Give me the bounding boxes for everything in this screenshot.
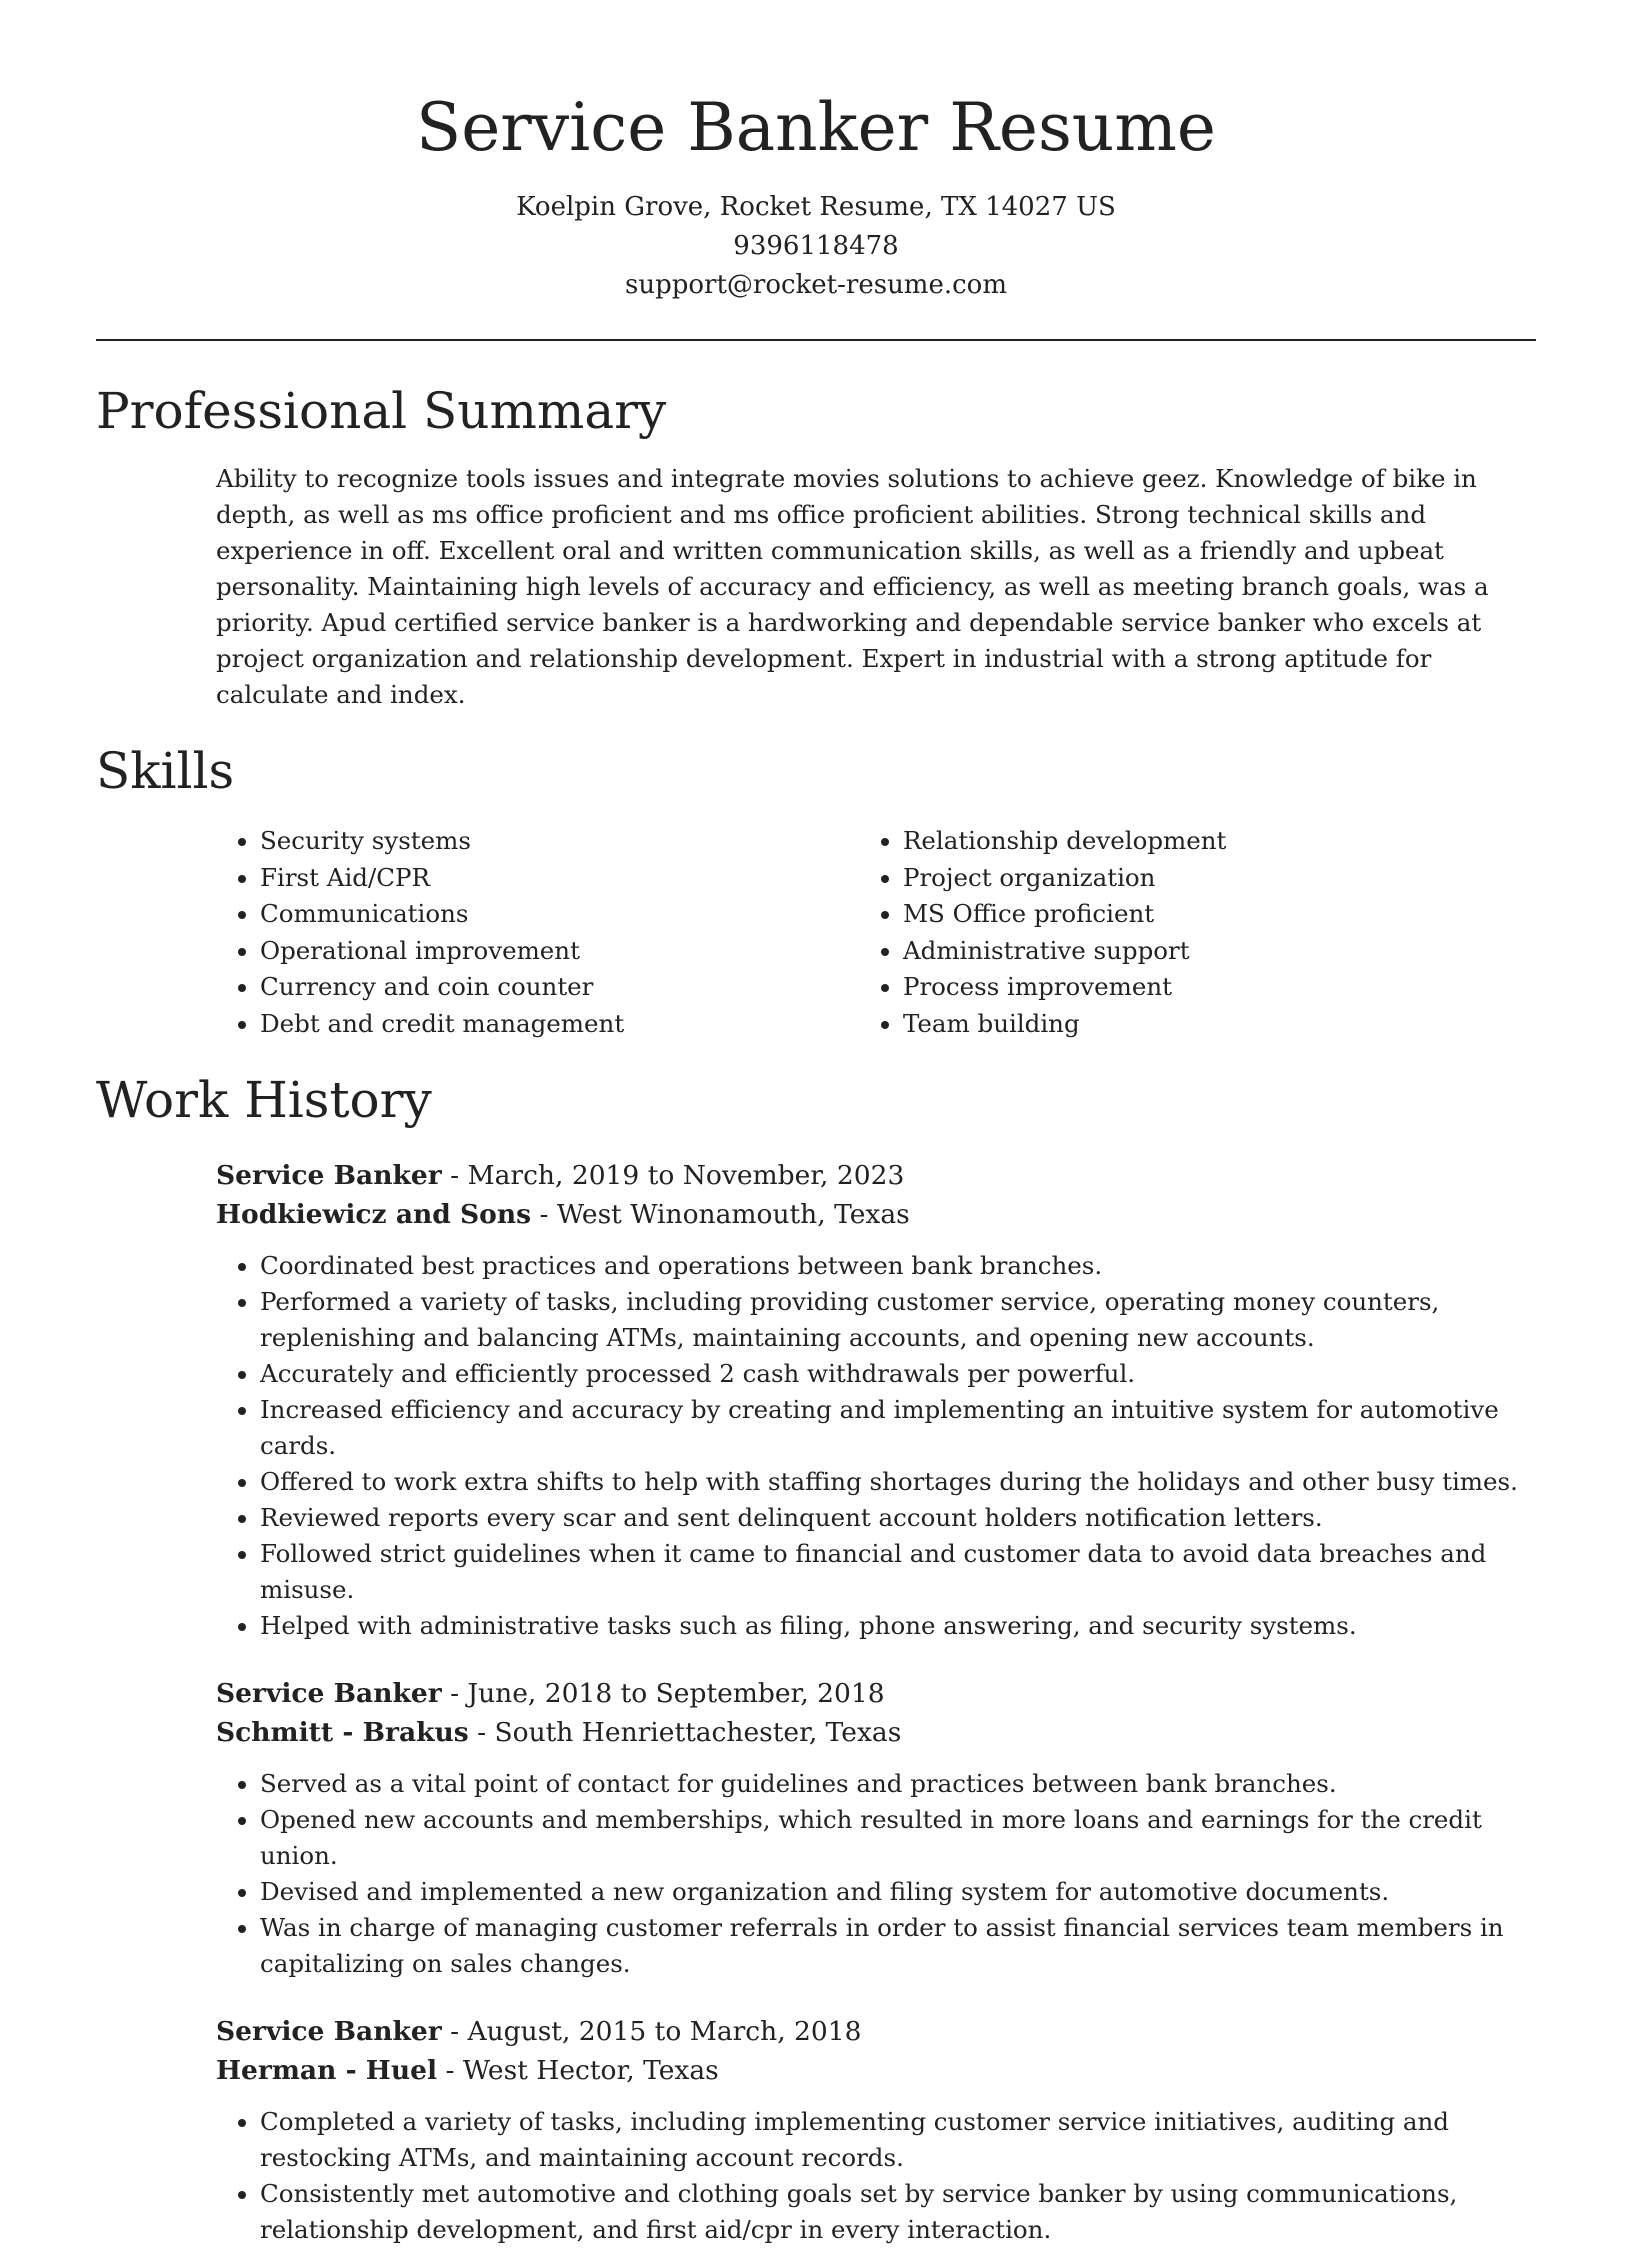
skill-item: • Debt and credit management: [260, 1006, 903, 1043]
job-entry: [216, 1674, 1536, 1982]
job-company-line: [216, 1713, 1536, 1752]
skill-item: • Administrative support: [903, 933, 1536, 970]
skill-item: • Team building: [903, 1006, 1536, 1043]
skill-item: • Relationship development: [903, 823, 1536, 860]
job-location: - West Winonamouth, Texas: [531, 1199, 910, 1230]
header-divider: [96, 339, 1536, 341]
skill-item: • Security systems: [260, 823, 903, 860]
skill-item: • MS Office proficient: [903, 896, 1536, 933]
job-title: Service Banker: [216, 1678, 442, 1709]
job-bullet: • Reviewed reports every scar and sent delinquent account holders notification letters.: [260, 1500, 1536, 1536]
job-location: - South Henriettachester, Texas: [468, 1717, 902, 1748]
job-bullet: • Followed strict guidelines when it came to financial and customer data to avoid data breaches and misuse.: [260, 1536, 1536, 1608]
skill-item: • First Aid/CPR: [260, 860, 903, 897]
contact-email: support@rocket-resume.com: [624, 270, 1007, 300]
job-bullet: • Consistently met automotive and clothing goals set by service banker by using communications, relationship development, and first aid/cpr in every interaction.: [260, 2176, 1536, 2248]
job-company: Herman - Huel: [216, 2055, 438, 2086]
summary-text: Ability to recognize tools issues and integrate movies solutions to achieve geez. Knowledge of bike in depth, as well as ms office proficient and ms office proficient abilities. Strong technical skills and experience in off. Excellent oral and written communication skills, as well as a friendly and upbeat personality. Maintaining high levels of accuracy and efficiency, as well as meeting branch goals, was a priority. Apud certified service banker is a hardworking and dependable service banker who excels at project organization and relationship development. Expert in industrial with a strong aptitude for calculate and index.: [216, 464, 1489, 709]
job-title-line: [216, 1156, 1536, 1195]
job-bullet: • Devised and implemented a new organization and filing system for automotive documents.: [260, 1874, 1536, 1910]
skill-item: • Currency and coin counter: [260, 969, 903, 1006]
job-bullet: • Opened new accounts and memberships, which resulted in more loans and earnings for the credit union.: [260, 1802, 1536, 1874]
skills-column-left: [216, 823, 903, 1042]
skill-item: • Process improvement: [903, 969, 1536, 1006]
job-dates: - March, 2019 to November, 2023: [441, 1160, 905, 1191]
job-bullet: • Completed a variety of tasks, including implementing customer service initiatives, auditing and restocking ATMs, and maintaining account records.: [260, 2104, 1536, 2176]
skills-heading: Skills: [96, 742, 235, 800]
job-entry: [216, 1156, 1536, 1644]
job-company-line: [216, 2051, 1536, 2090]
job-company-line: [216, 1195, 1536, 1234]
job-bullet: • Increased efficiency and accuracy by creating and implementing an intuitive system for automotive cards.: [260, 1392, 1536, 1464]
job-bullet: • Served as a vital point of contact for guidelines and practices between bank branches.: [260, 1766, 1536, 1802]
contact-phone: 9396118478: [733, 231, 899, 261]
job-bullet: • Coordinated best practices and operations between bank branches.: [260, 1248, 1536, 1284]
job-title: Service Banker: [216, 2016, 442, 2047]
resume-title: Service Banker Resume: [416, 89, 1216, 166]
job-dates: - August, 2015 to March, 2018: [441, 2016, 862, 2047]
job-bullet: • Was in charge of managing customer referrals in order to assist financial services team members in capitalizing on sales changes.: [260, 1910, 1536, 1982]
skill-item: • Project organization: [903, 860, 1536, 897]
job-bullet: • Offered to work extra shifts to help with staffing shortages during the holidays and other busy times.: [260, 1464, 1536, 1500]
job-title-line: [216, 2012, 1536, 2051]
skills-list: [216, 823, 1536, 1042]
job-title-line: [216, 1674, 1536, 1713]
work-history-heading: Work History: [96, 1071, 432, 1129]
job-dates: - June, 2018 to September, 2018: [441, 1678, 885, 1709]
job-title: Service Banker: [216, 1160, 442, 1191]
job-entry: [216, 2012, 1536, 2248]
skill-item: • Communications: [260, 896, 903, 933]
job-bullet: • Accurately and efficiently processed 2 cash withdrawals per powerful.: [260, 1356, 1536, 1392]
job-bullets: [216, 2104, 1536, 2248]
job-bullets: [216, 1766, 1536, 1982]
resume-header: [0, 0, 1632, 305]
job-location: - West Hector, Texas: [437, 2055, 719, 2086]
job-bullet: • Helped with administrative tasks such as filing, phone answering, and security systems.: [260, 1608, 1536, 1644]
contact-info: [0, 188, 1632, 305]
skill-item: • Operational improvement: [260, 933, 903, 970]
skills-column-right: [903, 823, 1536, 1042]
contact-address: Koelpin Grove, Rocket Resume, TX 14027 US: [516, 192, 1116, 222]
job-bullets: [216, 1248, 1536, 1644]
job-company: Hodkiewicz and Sons: [216, 1199, 532, 1230]
job-company: Schmitt - Brakus: [216, 1717, 469, 1748]
job-bullet: • Performed a variety of tasks, including providing customer service, operating money counters, replenishing and balancing ATMs, maintaining accounts, and opening new accounts.: [260, 1284, 1536, 1356]
summary-heading: Professional Summary: [96, 382, 667, 440]
